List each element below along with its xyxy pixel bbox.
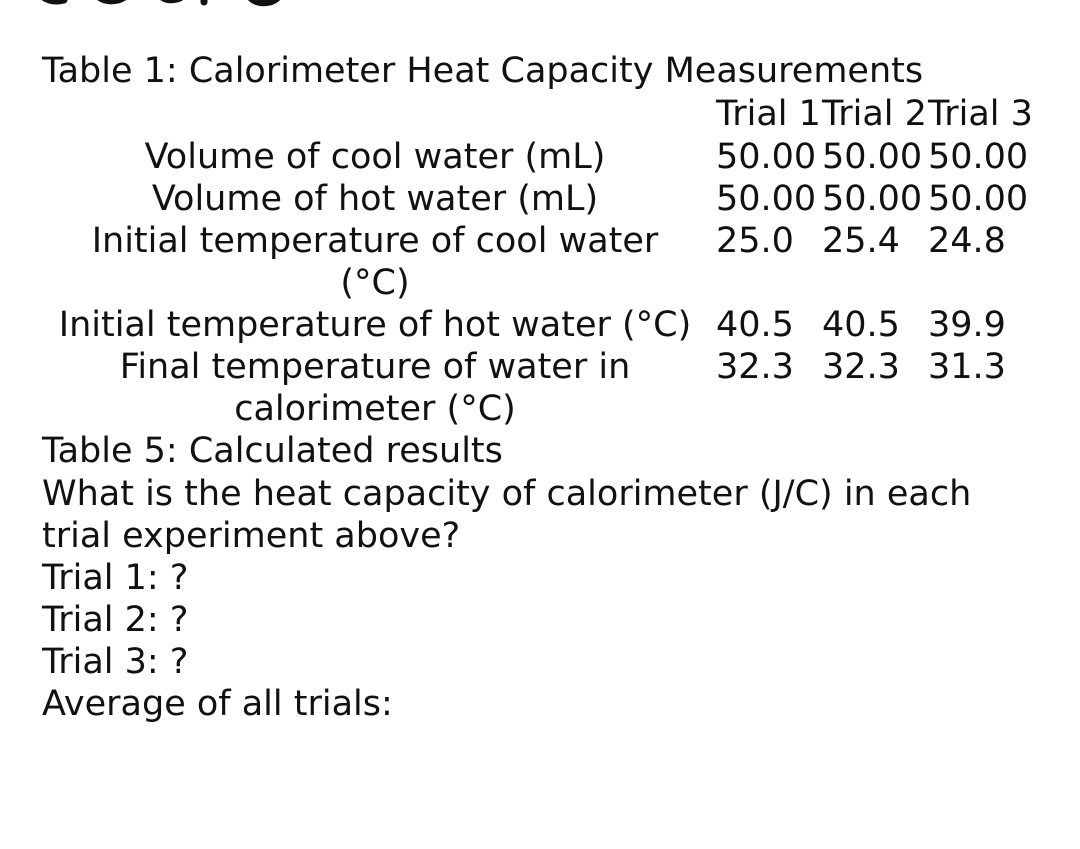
row-label-line: calorimeter (°C) [234,389,516,429]
row-label-cool-water-volume [40,136,710,178]
column-header-trial-1: Trial 1 [716,94,821,134]
cell-final-temp-trial-3: 31.3 [928,347,1006,387]
table5-title: Table 5: Calculated results [42,431,503,471]
row-label-line: Volume of cool water (mL) [144,137,606,177]
cell-cool-volume-trial-3: 50.00 [928,137,1029,177]
answer-average: Average of all trials: [42,684,393,724]
cell-initial-hot-temp-trial-3: 39.9 [928,305,1006,345]
table1-title: Table 1: Calorimeter Heat Capacity Measurements [42,51,924,91]
row-label-line: Final temperature of water in [119,347,631,387]
row-label-initial-hot-temp [40,304,710,346]
cell-initial-cool-temp-trial-1: 25.0 [716,221,794,261]
cell-cool-volume-trial-1: 50.00 [716,137,817,177]
cell-hot-volume-trial-1: 50.00 [716,179,817,219]
answer-trial-1: Trial 1: ? [42,558,189,598]
question-line-2: trial experiment above? [42,516,461,556]
cropped-heading-fragment [30,0,290,8]
row-label-final-temp [40,346,710,430]
cell-hot-volume-trial-2: 50.00 [822,179,923,219]
row-label-hot-water-volume [40,178,710,220]
row-label-initial-cool-temp [40,220,710,304]
row-label-line: (°C) [340,263,410,303]
cell-final-temp-trial-2: 32.3 [822,347,900,387]
cell-initial-cool-temp-trial-3: 24.8 [928,221,1006,261]
question-line-1: What is the heat capacity of calorimeter (J/C) in each [42,474,972,514]
cell-cool-volume-trial-2: 50.00 [822,137,923,177]
cell-initial-hot-temp-trial-2: 40.5 [822,305,900,345]
cropped-heading-glyphs [30,0,290,8]
row-label-line: Initial temperature of cool water [91,221,659,261]
column-header-trial-3: Trial 3 [928,94,1033,134]
cell-hot-volume-trial-3: 50.00 [928,179,1029,219]
row-label-line: Volume of hot water (mL) [151,179,599,219]
column-header-trial-2: Trial 2 [822,94,927,134]
row-label-line: Initial temperature of hot water (°C) [58,305,692,345]
answer-trial-2: Trial 2: ? [42,600,189,640]
cell-initial-hot-temp-trial-1: 40.5 [716,305,794,345]
cell-initial-cool-temp-trial-2: 25.4 [822,221,900,261]
answer-trial-3: Trial 3: ? [42,642,189,682]
cell-final-temp-trial-1: 32.3 [716,347,794,387]
